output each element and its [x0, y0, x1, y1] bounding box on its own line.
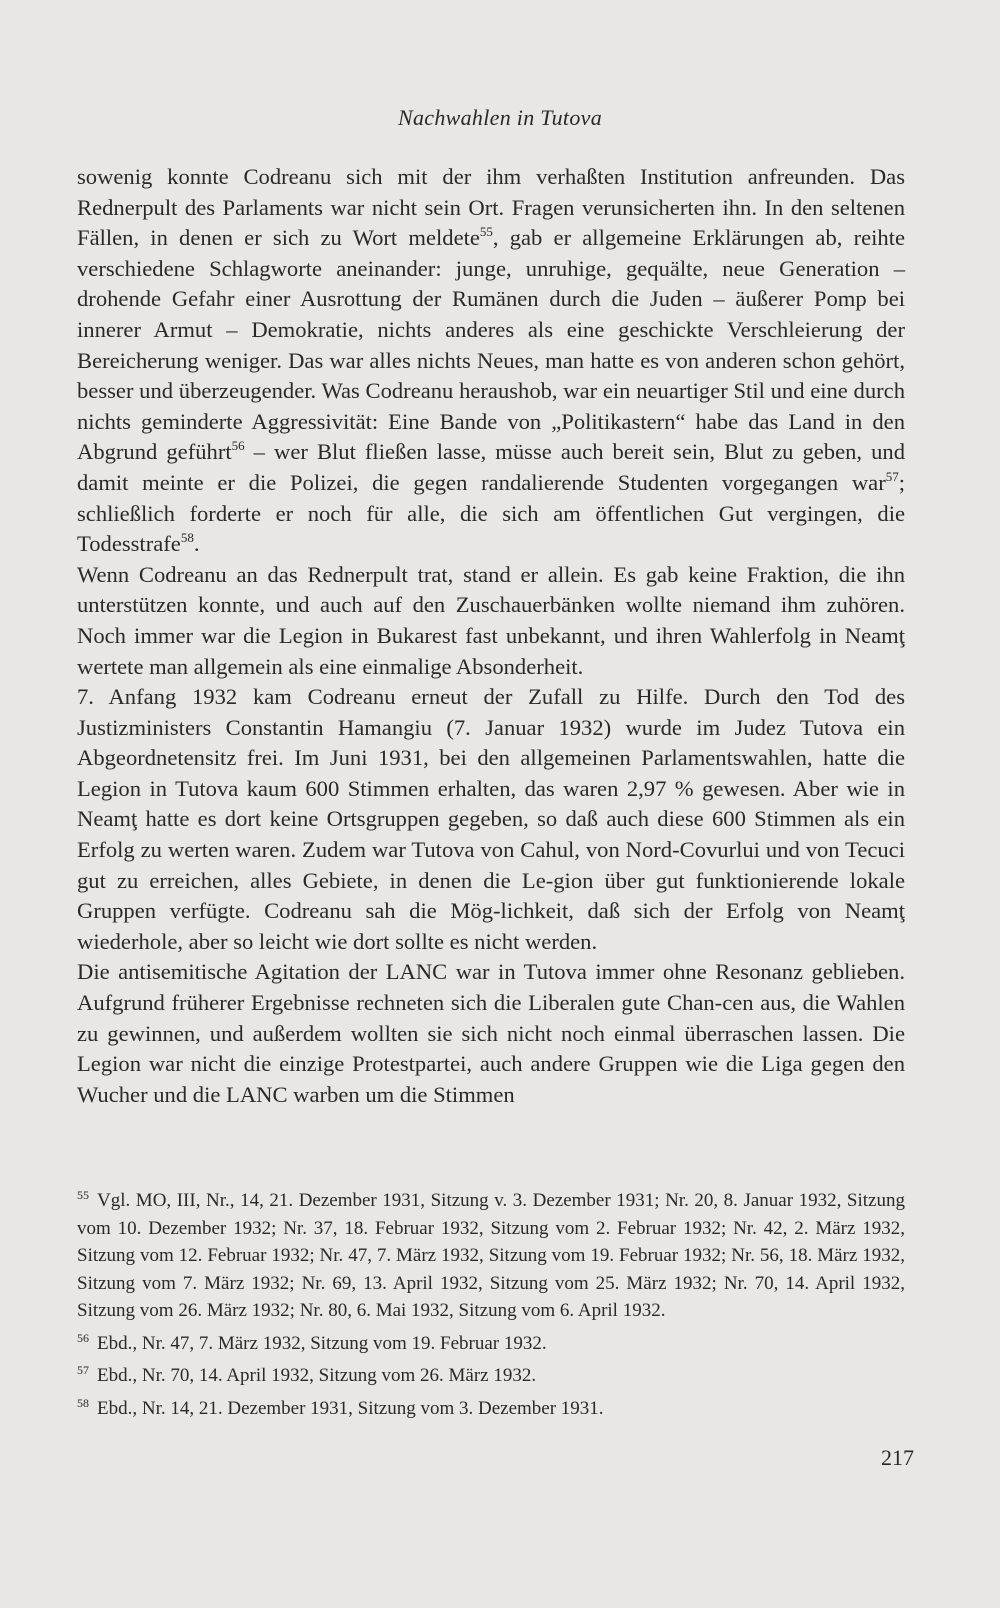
- page-number: 217: [881, 1445, 914, 1470]
- footnote-text: Ebd., Nr. 70, 14. April 1932, Sitzung vom 26. März 1932.: [97, 1365, 537, 1386]
- footnote-reference: 57: [885, 468, 899, 484]
- footnote-number: 57: [77, 1363, 89, 1377]
- body-paragraph: [77, 560, 905, 682]
- footnote-number: 56: [77, 1330, 89, 1345]
- footnote-reference: 58: [180, 530, 194, 546]
- body-text: [77, 162, 905, 1110]
- body-paragraph: [77, 957, 905, 1110]
- body-text-segment: Wenn Codreanu an das Rednerpult trat, stand er allein. Es gab keine Fraktion, die ihn unterstützen konnte, und auch auf den Zuschauerbänken wollte niemand ihm zuhören. Noch immer war die Legion in Bukarest fast unbekannt, und ihren Wahlerfolg in Neamţ wertete man allgemein als eine einmalige Absonderheit.: [77, 561, 905, 679]
- body-text-segment: , gab er allgemeine Erklärungen ab, reihte verschiedene Schlagworte aneinander: junge, unruhige, gequälte, neue Generation – drohende Gefahr einer Ausrottung der Rumänen durch die Juden – äußerer Pomp bei innerer Armut – Demokratie, nichts anderes als eine geschickte Verschleierung der Bereicherung weniger. Das war alles nichts Neues, man hatte es von anderen schon gehört, besser und überzeugender. Was Codreanu heraushob, war ein neuartiger Stil und eine durch nichts geminderte Aggressivität: Eine Bande von „Politikastern“ habe das Land in den Abgrund geführt: [77, 225, 905, 465]
- body-text-segment: ; schließlich forderte er noch für alle, die sich am öffentlichen Gut vergingen, die Todesstrafe: [77, 469, 905, 557]
- footnote: [77, 1390, 905, 1423]
- body-text-segment: .: [193, 531, 200, 557]
- running-head: Nachwahlen in Tutova: [398, 105, 602, 130]
- footnote: [77, 1325, 905, 1358]
- body-text-segment: sowenig konnte Codreanu sich mit der ihm verhaßten Institution anfreunden. Das Rednerpult des Parlaments war nicht sein Ort. Fragen verunsicherten ihn. In den seltenen Fällen, in denen er sich zu Wort meldete: [77, 164, 905, 251]
- footnote-text: Vgl. MO, III, Nr., 14, 21. Dezember 1931, Sitzung v. 3. Dezember 1931; Nr. 20, 8. Januar 1932, Sitzung vom 10. Dezember 1932; Nr. 37, 18. Februar 1932, Sitzung vom 2. Februar 1932; Nr. 42, 2. März 1932, Sitzung vom 12. Februar 1932; Nr. 47, 7. März 1932, Sitzung vom 19. Februar 1932; Nr. 56, 18. März 1932, Sitzung vom 7. März 1932; Nr. 69, 13. April 1932, Sitzung vom 25. März 1932; Nr. 70, 14. April 1932, Sitzung vom 26. März 1932; Nr. 80, 6. Mai 1932, Sitzung vom 6. April 1932.: [77, 1190, 905, 1321]
- footnote: [77, 1357, 905, 1390]
- body-text-segment: 7. Anfang 1932 kam Codreanu erneut der Zufall zu Hilfe. Durch den Tod des Justizministers Constantin Hamangiu (7. Januar 1932) wurde im Judez Tutova ein Abgeordnetensitz frei. Im Juni 1931, bei den allgemeinen Parlamentswahlen, hatte die Legion in Tutova kaum 600 Stimmen erhalten, das waren 2,97 % gewesen. Aber wie in Neamţ hatte es dort keine Ortsgruppen gegeben, so daß auch diese 600 Stimmen als ein Erfolg zu werten waren. Zudem war Tutova von Cahul, von Nord-Covurlui und von Tecuci gut zu erreichen, alles Gebiete, in denen die Le-gion über gut funktionierende lokale Gruppen verfügte. Codreanu sah die Mög-lichkeit, daß sich der Erfolg von Neamţ wiederhole, aber so leicht wie dort sollte es nicht werden.: [77, 684, 905, 954]
- footnote: [77, 1182, 905, 1325]
- footnote-reference: 56: [231, 438, 245, 454]
- footnotes: [77, 1182, 905, 1422]
- footnote-text: Ebd., Nr. 14, 21. Dezember 1931, Sitzung vom 3. Dezember 1931.: [97, 1397, 604, 1419]
- body-text-segment: Die antisemitische Agitation der LANC war in Tutova immer ohne Resonanz geblieben. Aufgrund früherer Ergebnisse rechneten sich die Liberalen gute Chan-cen aus, die Wahlen zu gewinnen, und außerdem wollten sie sich nicht noch einmal überraschen lassen. Die Legion war nicht die einzige Protestpartei, auch andere Gruppen wie die Liga gegen den Wucher und die LANC warben um die Stimmen: [77, 959, 905, 1107]
- footnote-reference: 55: [479, 224, 493, 240]
- body-text-segment: – wer Blut fließen lasse, müsse auch bereit sein, Blut zu geben, und damit meinte er die Polizei, die gegen randalierende Studenten vorgegangen war: [77, 439, 906, 495]
- footnote-number: 55: [77, 1188, 89, 1202]
- body-paragraph: [77, 162, 905, 560]
- footnote-number: 58: [77, 1395, 89, 1410]
- body-paragraph: [77, 682, 905, 957]
- footnote-text: Ebd., Nr. 47, 7. März 1932, Sitzung vom 19. Februar 1932.: [97, 1332, 547, 1354]
